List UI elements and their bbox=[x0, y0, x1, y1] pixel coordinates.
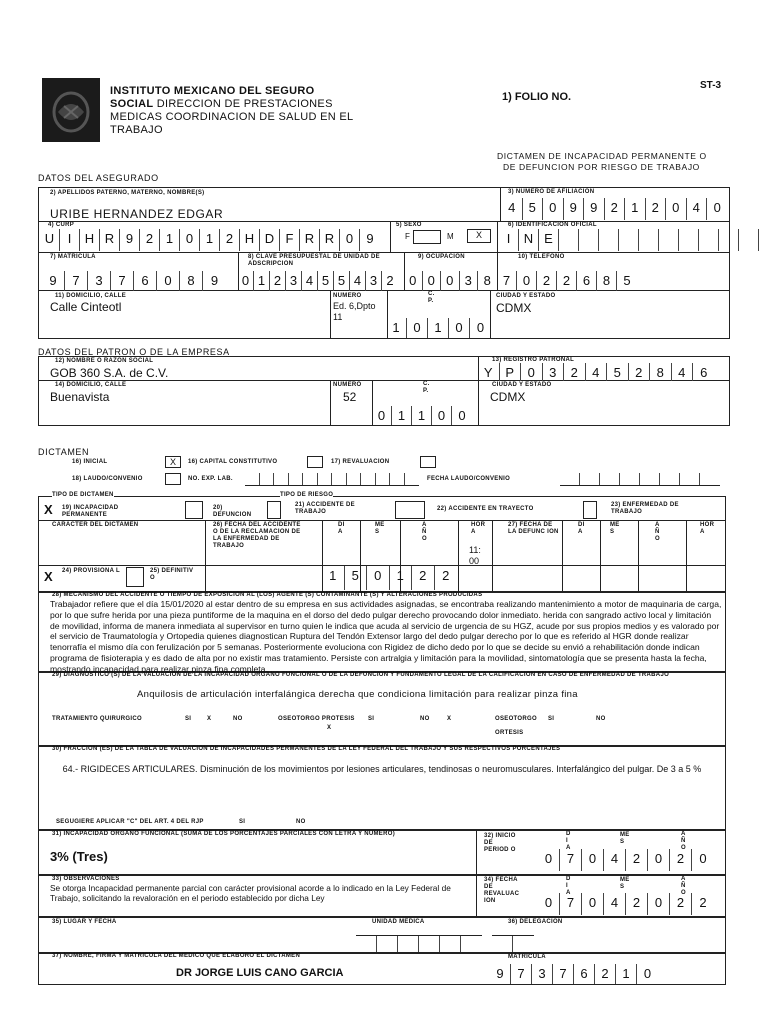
patron-domicilio-label: 14) DOMICILIO, CALLE bbox=[55, 382, 127, 388]
imss-logo bbox=[42, 78, 100, 142]
revaluacion-label: 17) REVALUACION bbox=[331, 459, 390, 465]
revaluacion-checkbox[interactable] bbox=[420, 456, 436, 468]
osteo-si: SI bbox=[368, 716, 375, 722]
char-cell: 3 bbox=[460, 271, 479, 291]
patron-ciudad-label: CIUDAD Y ESTADO bbox=[492, 382, 552, 388]
fecha-laudo-boxes bbox=[560, 473, 720, 486]
char-cell: H bbox=[80, 229, 100, 251]
char-cell bbox=[699, 229, 719, 251]
accidente-trabajo-checkbox[interactable] bbox=[395, 501, 425, 519]
char-cell: 0 bbox=[449, 318, 470, 338]
patron-cp-label: C.P. bbox=[423, 381, 430, 394]
char-cell: Y bbox=[478, 363, 500, 381]
char-cell: 1 bbox=[625, 198, 646, 220]
char-cell: 2 bbox=[595, 964, 616, 984]
char-cell bbox=[560, 473, 580, 485]
laudo-label: 18) LAUDO/CONVENIO bbox=[72, 476, 143, 482]
char-cell: 3 bbox=[532, 964, 553, 984]
name-value: URIBE HERNANDEZ EDGAR bbox=[50, 207, 224, 221]
domicilio-label: 11) DOMICILIO, CALLE bbox=[55, 293, 127, 299]
char-cell: 9 bbox=[120, 229, 140, 251]
char-cell: 2 bbox=[442, 568, 450, 583]
no-exp-boxes bbox=[245, 473, 419, 486]
incapacidad-box2[interactable] bbox=[185, 501, 203, 519]
sexo-label: 5) SEXO bbox=[396, 222, 422, 228]
osteo2-si: SI bbox=[548, 716, 555, 722]
def-ano-label: A Ñ O bbox=[655, 522, 660, 542]
registro-label: 13) REGISTRO PATRONAL bbox=[492, 357, 575, 363]
char-cell bbox=[599, 229, 619, 251]
char-cell bbox=[245, 473, 260, 485]
char-cell: 8 bbox=[650, 363, 672, 381]
char-cell: 7 bbox=[497, 271, 517, 291]
char-cell bbox=[680, 473, 700, 485]
char-cell: 2 bbox=[270, 271, 286, 291]
char-cell bbox=[405, 473, 420, 485]
char-cell bbox=[660, 473, 680, 485]
char-cell: 6 bbox=[577, 271, 597, 291]
ciudad-label: CIUDAD Y ESTADO bbox=[496, 293, 556, 299]
delegacion-boxes bbox=[492, 935, 534, 952]
char-cell: 1 bbox=[392, 406, 412, 425]
patron-numero-value: 52 bbox=[343, 390, 357, 404]
matricula-digits bbox=[42, 271, 226, 291]
char-cell bbox=[356, 936, 377, 952]
numero-label: NUMERO bbox=[333, 293, 362, 299]
char-cell: 2 bbox=[537, 271, 557, 291]
char-cell: 0 bbox=[538, 849, 560, 871]
char-cell bbox=[390, 473, 405, 485]
revaluacion-fecha-label: 34) FECHA DE REVALUAC ION bbox=[484, 877, 520, 904]
identificacion-label: 6) IDENTIFICACION OFICIAL bbox=[508, 222, 597, 228]
inicial-label: 16) INICIAL bbox=[72, 459, 108, 465]
ciudad-value: CDMX bbox=[496, 301, 532, 315]
char-cell: E bbox=[539, 229, 559, 251]
char-cell: 6 bbox=[574, 964, 595, 984]
char-cell: 3 bbox=[286, 271, 302, 291]
fraccion-frame bbox=[38, 746, 726, 830]
char-cell: R bbox=[320, 229, 340, 251]
osteo2-no: NO bbox=[596, 716, 606, 722]
tratamiento-si: SI bbox=[185, 716, 192, 722]
inicio-dia-label: D I A bbox=[566, 831, 571, 851]
razon-value: GOB 360 S.A. de C.V. bbox=[50, 366, 169, 380]
char-cell: U bbox=[40, 229, 60, 251]
hora-label: HOR A bbox=[471, 522, 486, 535]
char-cell: 9 bbox=[210, 273, 219, 288]
char-cell bbox=[347, 473, 362, 485]
numero-value: Ed. 6,Dpto bbox=[333, 301, 376, 311]
char-cell: 9 bbox=[42, 271, 65, 291]
patron-numero-label: NUMERO bbox=[333, 382, 362, 388]
medico-matricula-digits bbox=[490, 964, 658, 984]
ortesis-label: ORTESIS bbox=[495, 730, 524, 736]
char-cell: N bbox=[519, 229, 539, 251]
registro-digits bbox=[478, 363, 715, 381]
definitivo-label: 25) DEFINITIV O bbox=[150, 568, 194, 581]
char-cell: 0 bbox=[543, 198, 564, 220]
char-cell: 4 bbox=[502, 198, 523, 220]
unidad-label: UNIDAD MEDICA bbox=[372, 919, 425, 925]
provisional-label: 24) PROVISIONA L bbox=[62, 568, 120, 574]
char-cell: 0 bbox=[713, 200, 721, 215]
diagnostico-label: 29) DIAGNOSTICO (S) DE LA VALUACION DE LA INCAPACIDAD ORGANO FUNCIONAL O DE LA DEFUNCION Y FUNDAMENTO LEGAL DE LA CALIFICACION EN CASO DE ENFERMEDAD DE TRABAJO bbox=[52, 672, 670, 678]
diagnostico-frame bbox=[38, 672, 726, 746]
incapacidad-label: 19) INCAPACIDAD PERMANENTE bbox=[62, 505, 119, 518]
identificacion-digits bbox=[499, 229, 768, 251]
char-cell bbox=[492, 936, 513, 952]
char-cell: I bbox=[60, 229, 80, 251]
char-cell: 2 bbox=[557, 271, 577, 291]
char-cell: 4 bbox=[586, 363, 608, 381]
defuncion-checkbox[interactable] bbox=[267, 501, 281, 519]
medico-label: 37) NOMBRE, FIRMA Y MATRICULA DEL MEDICO QUE ELABORO EL DICTAMEN bbox=[52, 953, 301, 959]
char-cell bbox=[700, 473, 720, 485]
mes-label: ME S bbox=[375, 522, 385, 535]
osteo-no: NO bbox=[420, 716, 430, 722]
inicio-ano-label: A Ñ O bbox=[681, 831, 686, 851]
inicio-digits bbox=[538, 849, 714, 871]
char-cell bbox=[739, 229, 759, 251]
char-cell: 0 bbox=[582, 893, 604, 915]
char-cell: 7 bbox=[111, 271, 134, 291]
rev-dia-label: D I A bbox=[566, 876, 571, 896]
char-cell: 1 bbox=[322, 566, 345, 590]
char-cell: 0 bbox=[666, 198, 687, 220]
char-cell bbox=[376, 473, 391, 485]
char-cell: 0 bbox=[521, 363, 543, 381]
art4-label: SEGUGIERE APLICAR "C" DEL ART. 4 DEL RJP bbox=[56, 819, 204, 825]
char-cell: 9 bbox=[564, 198, 585, 220]
char-cell bbox=[513, 936, 534, 952]
char-cell: 0 bbox=[458, 408, 466, 423]
sexo-f-label: F bbox=[405, 232, 411, 241]
char-cell: 4 bbox=[604, 893, 626, 915]
char-cell bbox=[377, 936, 398, 952]
patron-section-title: DATOS DEL PATRON O DE LA EMPRESA bbox=[38, 347, 230, 357]
char-cell: 2 bbox=[605, 198, 626, 220]
enfermedad-label: 23) ENFERMEDAD DE TRABAJO bbox=[611, 502, 679, 515]
caracter-label: CARACTER DEL DICTAMEN bbox=[52, 522, 139, 528]
char-cell: 4 bbox=[350, 271, 366, 291]
char-cell bbox=[332, 473, 347, 485]
char-cell: 1 bbox=[390, 566, 413, 590]
char-cell: I bbox=[499, 229, 519, 251]
char-cell: 1 bbox=[254, 271, 270, 291]
tipo-dictamen-label: TIPO DE DICTAMEN bbox=[52, 492, 114, 498]
char-cell: 3 bbox=[543, 363, 565, 381]
char-cell: 1 bbox=[412, 406, 432, 425]
rev-mes-label: ME S bbox=[620, 877, 630, 890]
char-cell: H bbox=[240, 229, 260, 251]
char-cell: 0 bbox=[643, 966, 652, 981]
tipo-riesgo-label: TIPO DE RIESGO bbox=[280, 492, 334, 498]
afiliacion-label: 3) NUMERO DE AFILIACION bbox=[508, 189, 595, 195]
char-cell bbox=[640, 473, 660, 485]
char-cell: F bbox=[280, 229, 300, 251]
ocupacion-digits bbox=[404, 271, 497, 291]
char-cell: 0 bbox=[340, 229, 360, 251]
sexo-m-label: M bbox=[447, 232, 455, 241]
incapacidad-mark[interactable]: X bbox=[44, 502, 53, 517]
tratamiento-no: NO bbox=[233, 716, 243, 722]
char-cell: 7 bbox=[511, 964, 532, 984]
sexo-m-checkbox[interactable]: X bbox=[467, 229, 491, 243]
telefono-label: 10) TELEFONO bbox=[518, 254, 565, 260]
char-cell: 2 bbox=[626, 849, 648, 871]
char-cell: 0 bbox=[648, 849, 670, 871]
char-cell bbox=[361, 473, 376, 485]
incapacidad-pct-value: 3% (Tres) bbox=[50, 849, 108, 864]
char-cell: 7 bbox=[560, 849, 582, 871]
char-cell: 9 bbox=[490, 964, 511, 984]
char-cell: 0 bbox=[699, 851, 707, 866]
mecanismo-text: Trabajador refiere que el día 15/01/2020 al estar dentro de su empresa en sus actividades asignadas, se encontraba realizando mantenimiento a motor de maquinaria de carga, por lo que sufre herida por una pieza puntiforme de la maquina en el dorso del dedo pulgar derecho provocando dolor inmediato. herida con sangrado activo local y limitación de movilidad, informa de manera inmediata al supervisor en turno quien le indica que acuda al servicio de urgencia de su HGZ, acude por sus propios medios y es valorado por el servicio de Traumatología y Ortopedia quienes diagnostican Ruptura del Tendón Extensor largo del dedo pulgar derecho por lo que es referido al HGR donde realizar tenorrafía el mismo día con ferulización por 5 semanas. Posteriormente evoluciona con Rigidez de dicho dedo por lo que se decide su envió a rehabilitación donde indican programa de fisioterapia y es dado de alta por no existir mas tratamiento. Persiste con artralgia y limitación para la movilidad, sintomatología que se presenta hasta la fecha, mostrando incapacidad para realizar pinza fina completa. bbox=[50, 599, 722, 674]
institution-line3: MEDICAS COORDINACION DE SALUD EN EL bbox=[110, 111, 354, 123]
char-cell: 4 bbox=[687, 198, 708, 220]
osteo2-label: OSEOTORGO bbox=[495, 716, 537, 722]
char-cell: 0 bbox=[180, 229, 200, 251]
rev-ano-label: A Ñ O bbox=[681, 876, 686, 896]
delegacion-label: 36) DELEGACION bbox=[508, 919, 563, 925]
def-hora-label: HOR A bbox=[700, 522, 715, 535]
char-cell bbox=[719, 229, 739, 251]
char-cell: 1 bbox=[200, 229, 220, 251]
char-cell: 3 bbox=[366, 271, 382, 291]
char-cell bbox=[659, 229, 679, 251]
fecha-accidente-digits bbox=[322, 566, 457, 590]
char-cell: 4 bbox=[672, 363, 694, 381]
def-mes-label: ME S bbox=[610, 522, 620, 535]
mecanismo-label: 28) MECANISMO DEL ACCIDENTE O TIEMPO DE EXPOSICION AL (LOS) AGENTE (S) CONTAMINANTE (S) Y ALTERACIONES PRODUCIDAS bbox=[52, 592, 483, 598]
char-cell: 4 bbox=[302, 271, 318, 291]
provisional-mark[interactable]: X bbox=[44, 569, 53, 584]
dia-label: DI A bbox=[338, 522, 345, 535]
char-cell: 5 bbox=[623, 273, 631, 288]
char-cell bbox=[619, 229, 639, 251]
diagnostico-text: Anquilosis de articulación interfalángica derecha que condiciona limitación para realizar pinza fina bbox=[137, 689, 578, 700]
revaluacion-digits bbox=[538, 893, 714, 915]
clave-digits bbox=[238, 271, 398, 291]
char-cell bbox=[559, 229, 579, 251]
char-cell bbox=[620, 473, 640, 485]
osteo-label: OSEOTORGO PROTESIS bbox=[278, 716, 355, 722]
char-cell bbox=[398, 936, 419, 952]
char-cell: 7 bbox=[560, 893, 582, 915]
char-cell: 0 bbox=[648, 893, 670, 915]
char-cell bbox=[639, 229, 659, 251]
char-cell bbox=[759, 229, 768, 251]
defuncion-label: 20) DEFUNCION bbox=[213, 505, 252, 518]
char-cell: 5 bbox=[318, 271, 334, 291]
accidente-trabajo-label: 21) ACCIDENTE DE TRABAJO bbox=[295, 502, 355, 515]
afiliacion-digits bbox=[502, 198, 728, 220]
laudo-checkbox[interactable] bbox=[165, 473, 181, 485]
institution-line2: DIRECCION DE PRESTACIONES bbox=[153, 98, 333, 110]
char-cell: 0 bbox=[582, 849, 604, 871]
char-cell: 7 bbox=[65, 271, 88, 291]
char-cell bbox=[260, 473, 275, 485]
char-cell: 6 bbox=[134, 271, 157, 291]
char-cell bbox=[318, 473, 333, 485]
char-cell: R bbox=[300, 229, 320, 251]
medico-matricula-label: MATRICULA bbox=[508, 954, 546, 960]
fecha-accidente-label: 26) FECHA DEL ACCIDENTE O DE LA RECLAMACION DE LA ENFERMEDAD DE TRABAJO bbox=[213, 522, 301, 549]
char-cell: 0 bbox=[432, 406, 452, 425]
char-cell bbox=[289, 473, 304, 485]
name-label: 2) APELLIDOS PATERNO, MATERNO, NOMBRE(S) bbox=[50, 190, 205, 196]
char-cell: 0 bbox=[157, 271, 180, 291]
char-cell: R bbox=[100, 229, 120, 251]
char-cell bbox=[303, 473, 318, 485]
cp-digits bbox=[386, 318, 491, 338]
tratamiento-label: TRATAMIENTO QUIRURGICO bbox=[52, 716, 142, 722]
char-cell: D bbox=[260, 229, 280, 251]
incapacidad-pct-label: 31) INCAPACIDAD ORGANO FUNCIONAL (SUMA DE LOS PORCENTAJES PARCIALES CON LETRA Y NUMERO) bbox=[52, 831, 396, 837]
art4-no: NO bbox=[296, 819, 306, 825]
hora-value: 11: 00 bbox=[469, 545, 481, 566]
observaciones-text: Se otorga Incapacidad permanente parcial con carácter provisional acorde a lo indicado en la Ley Federal de Trabajo, solicitando la revaloración en el periodo establecido por dicha Ley bbox=[50, 883, 451, 903]
char-cell: 0 bbox=[538, 893, 560, 915]
capital-label: 16) CAPITAL CONSTITUTIVO bbox=[188, 459, 278, 465]
unidad-boxes bbox=[356, 935, 482, 952]
osteo-x: X bbox=[327, 725, 332, 731]
char-cell: 2 bbox=[670, 849, 692, 871]
provisional-box2[interactable] bbox=[126, 567, 144, 587]
sexo-f-checkbox[interactable] bbox=[413, 230, 441, 244]
form-code: ST-3 bbox=[700, 80, 722, 91]
folio-label: 1) FOLIO NO. bbox=[502, 91, 572, 103]
accidente-trayecto-label: 22) ACCIDENTE EN TRAYECTO bbox=[437, 506, 534, 512]
ocupacion-label: 9) OCUPACION bbox=[418, 254, 465, 260]
accidente-trayecto-checkbox[interactable] bbox=[583, 501, 597, 519]
char-cell: 0 bbox=[367, 566, 390, 590]
char-cell: 2 bbox=[629, 363, 651, 381]
char-cell: 5 bbox=[607, 363, 629, 381]
clave-label: 8) CLAVE PRESUPUESTAL DE UNIDAD DE ADSCRIPCION bbox=[248, 254, 380, 267]
inicio-label: 32) INICIO DE PERIOD O bbox=[484, 833, 516, 853]
observaciones-label: 33) OBSERVACIONES bbox=[52, 876, 120, 882]
char-cell: 1 bbox=[386, 318, 407, 338]
patron-ciudad-value: CDMX bbox=[490, 390, 526, 404]
osteo-x2: X bbox=[447, 716, 452, 722]
char-cell: 0 bbox=[423, 271, 442, 291]
inicio-mes-label: ME S bbox=[620, 832, 630, 845]
char-cell bbox=[580, 473, 600, 485]
institution-block bbox=[110, 85, 370, 137]
tratamiento-x: X bbox=[207, 716, 212, 722]
numero-value-2: 11 bbox=[333, 312, 343, 322]
cp-label: C.P. bbox=[428, 291, 435, 304]
char-cell: 3 bbox=[88, 271, 111, 291]
char-cell: 2 bbox=[626, 893, 648, 915]
fraccion-text: 64.- RIGIDECES ARTICULARES. Disminución de los movimientos por lesiones articulares, tendinosas o neuromusculares. Interfalángico del pulgar. De 3 a 5 % bbox=[62, 764, 702, 774]
institution-social: SOCIAL bbox=[110, 98, 154, 110]
char-cell: 9 bbox=[366, 231, 374, 246]
char-cell: 1 bbox=[428, 318, 449, 338]
institution-line4: TRABAJO bbox=[110, 124, 163, 136]
char-cell: 2 bbox=[670, 893, 692, 915]
domicilio-value: Calle Cinteotl bbox=[50, 300, 122, 314]
char-cell: 2 bbox=[564, 363, 586, 381]
char-cell bbox=[419, 936, 440, 952]
char-cell: 9 bbox=[584, 198, 605, 220]
dictamen-title-2: DE DEFUNCION POR RIESGO DE TRABAJO bbox=[503, 162, 700, 172]
lugar-label: 35) LUGAR Y FECHA bbox=[52, 919, 117, 925]
char-cell bbox=[600, 473, 620, 485]
inicial-checkbox[interactable]: X bbox=[165, 456, 181, 468]
telefono-digits bbox=[497, 271, 637, 291]
curp-label: 4) CURP bbox=[48, 222, 75, 228]
char-cell: 8 bbox=[180, 271, 203, 291]
char-cell bbox=[579, 229, 599, 251]
char-cell bbox=[679, 229, 699, 251]
matricula-label: 7) MATRICULA bbox=[50, 254, 96, 260]
char-cell: 2 bbox=[386, 273, 394, 288]
char-cell: 5 bbox=[345, 566, 368, 590]
char-cell: 0 bbox=[404, 271, 423, 291]
asegurado-section-title: DATOS DEL ASEGURADO bbox=[38, 173, 159, 183]
char-cell: 5 bbox=[523, 198, 544, 220]
char-cell: 2 bbox=[140, 229, 160, 251]
char-cell: 2 bbox=[646, 198, 667, 220]
char-cell: 1 bbox=[160, 229, 180, 251]
fecha-laudo-label: FECHA LAUDO/CONVENIO bbox=[427, 476, 511, 482]
dictamen-section-title: DICTAMEN bbox=[38, 447, 90, 457]
patron-cp-digits bbox=[372, 406, 472, 425]
fecha-defuncion-label: 27) FECHA DE LA DEFUNC ION bbox=[508, 522, 559, 535]
no-exp-label: NO. EXP. LAB. bbox=[188, 476, 233, 482]
char-cell: 8 bbox=[483, 273, 491, 288]
char-cell: 0 bbox=[238, 271, 254, 291]
char-cell: 2 bbox=[220, 229, 240, 251]
char-cell: P bbox=[500, 363, 522, 381]
char-cell: 0 bbox=[372, 406, 392, 425]
char-cell: 6 bbox=[700, 365, 708, 380]
curp-digits bbox=[40, 229, 380, 251]
char-cell: 1 bbox=[616, 964, 637, 984]
char-cell: 2 bbox=[412, 566, 435, 590]
char-cell: 5 bbox=[334, 271, 350, 291]
institution-line1: INSTITUTO MEXICANO DEL SEGURO bbox=[110, 85, 315, 97]
fraccion-label: 30) FRACCION (ES) DE LA TABLA DE VALUACION DE INCAPACIDADES PERMANENTES DE LA LEY FEDERAL DEL TRABAJO Y SUS RESPECTIVOS PORCENTAJES bbox=[52, 746, 561, 752]
char-cell bbox=[440, 936, 461, 952]
char-cell bbox=[274, 473, 289, 485]
char-cell: 4 bbox=[604, 849, 626, 871]
char-cell: 0 bbox=[517, 271, 537, 291]
capital-checkbox[interactable] bbox=[307, 456, 323, 468]
dictamen-title-1: DICTAMEN DE INCAPACIDAD PERMANENTE O bbox=[497, 151, 707, 161]
razon-label: 12) NOMBRE O RAZON SOCIAL bbox=[55, 358, 154, 364]
char-cell: 0 bbox=[476, 320, 485, 335]
char-cell: 8 bbox=[597, 271, 617, 291]
char-cell: 0 bbox=[441, 271, 460, 291]
char-cell: 7 bbox=[553, 964, 574, 984]
char-cell: 0 bbox=[407, 318, 428, 338]
ano-label: A Ñ O bbox=[422, 522, 427, 542]
medico-name: DR JORGE LUIS CANO GARCIA bbox=[176, 967, 344, 979]
art4-si: SI bbox=[239, 819, 246, 825]
def-dia-label: DI A bbox=[578, 522, 585, 535]
char-cell: 2 bbox=[699, 895, 707, 910]
char-cell bbox=[461, 936, 482, 952]
patron-domicilio-value: Buenavista bbox=[50, 390, 110, 404]
